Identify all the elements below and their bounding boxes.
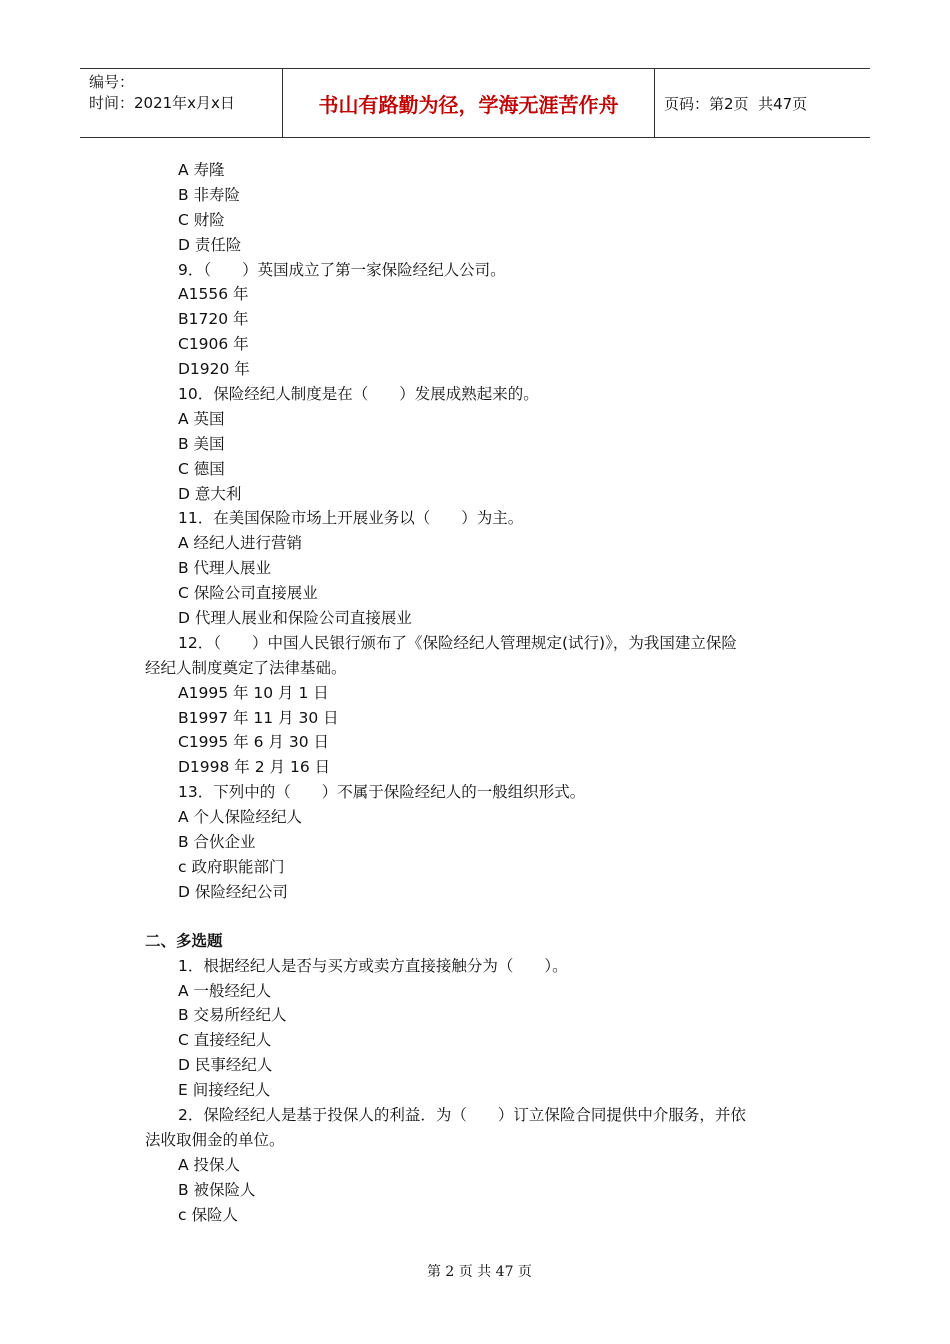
text-line: C1995 年 6 月 30 日: [178, 733, 329, 752]
text-line: D 民事经纪人: [178, 1056, 273, 1075]
text-line: B 合伙企业: [178, 833, 256, 852]
text-line: D 代理人展业和保险公司直接展业: [178, 609, 412, 628]
text-line: B 被保险人: [178, 1180, 256, 1199]
text-line: A1995 年 10 月 1 日: [178, 683, 329, 702]
text-line: c 保险人: [178, 1205, 238, 1224]
text-line: 经纪人制度奠定了法律基础。: [145, 658, 347, 677]
text-line: 11．在美国保险市场上开展业务以（ ）为主。: [178, 509, 524, 528]
text-line: 法收取佣金的单位。: [145, 1130, 285, 1149]
page-header: [80, 68, 870, 138]
text-line: A 英国: [178, 409, 225, 428]
text-line: D 意大利: [178, 484, 242, 503]
page-info: 页码：第2页 共47页: [664, 94, 808, 113]
text-line: D1920 年: [178, 360, 250, 379]
text-line: 9．（ ）英国成立了第一家保险经纪人公司。: [178, 260, 506, 279]
text-line: C 保险公司直接展业: [178, 584, 318, 603]
text-line: D 责任险: [178, 235, 242, 254]
number-label: 编号：: [89, 73, 135, 91]
text-line: 13．下列中的（ ）不属于保险经纪人的一般组织形式。: [178, 783, 586, 802]
text-line: B 代理人展业: [178, 559, 272, 578]
text-line: C 直接经纪人: [178, 1031, 272, 1050]
text-line: 2．保险经纪人是基于投保人的利益．为（ ）订立保险合同提供中介服务，并依: [178, 1105, 746, 1124]
header-motto-cell: [282, 69, 655, 137]
text-line: B 非寿险: [178, 185, 241, 204]
text-line: A1556 年: [178, 285, 249, 304]
footer-page-number: 第 2 页 共 47 页: [426, 1264, 532, 1280]
page-footer: [0, 1245, 950, 1281]
text-line: E 间接经纪人: [178, 1081, 271, 1100]
text-line: B 美国: [178, 434, 225, 453]
text-line: A 一般经纪人: [178, 981, 272, 1000]
text-line: C1906 年: [178, 335, 249, 354]
text-line: C 财险: [178, 210, 225, 229]
text-line: 10．保险经纪人制度是在（ ）发展成熟起来的。: [178, 385, 539, 404]
header-page-cell: [655, 69, 870, 137]
text-line: c 政府职能部门: [178, 857, 285, 876]
document-body: [0, 158, 950, 1227]
section-heading: 二、多选题: [145, 931, 223, 950]
text-line: A 个人保险经纪人: [178, 808, 303, 827]
text-line: 1．根据经纪人是否与买方或卖方直接接触分为（ ）。: [178, 956, 568, 975]
text-line: C 德国: [178, 459, 225, 478]
text-line: A 寿隆: [178, 161, 225, 179]
motto-text: 书山有路勤为径，学海无涯苦作舟: [318, 92, 619, 117]
text-line: A 经纪人进行营销: [178, 534, 303, 553]
text-line: D1998 年 2 月 16 日: [178, 758, 331, 777]
text-line: B 交易所经纪人: [178, 1006, 287, 1025]
spacer: [0, 905, 950, 929]
text-line: 12．（ ）中国人民银行颁布了《保险经纪人管理规定(试行)》，为我国建立保险: [178, 633, 737, 652]
header-meta-cell: [80, 69, 282, 137]
text-line: B1997 年 11 月 30 日: [178, 708, 339, 727]
text-line: A 投保人: [178, 1155, 241, 1174]
text-line: D 保险经纪公司: [178, 882, 288, 901]
time-label: 时间：2021年x月x日: [89, 94, 235, 112]
text-line: B1720 年: [178, 310, 249, 329]
